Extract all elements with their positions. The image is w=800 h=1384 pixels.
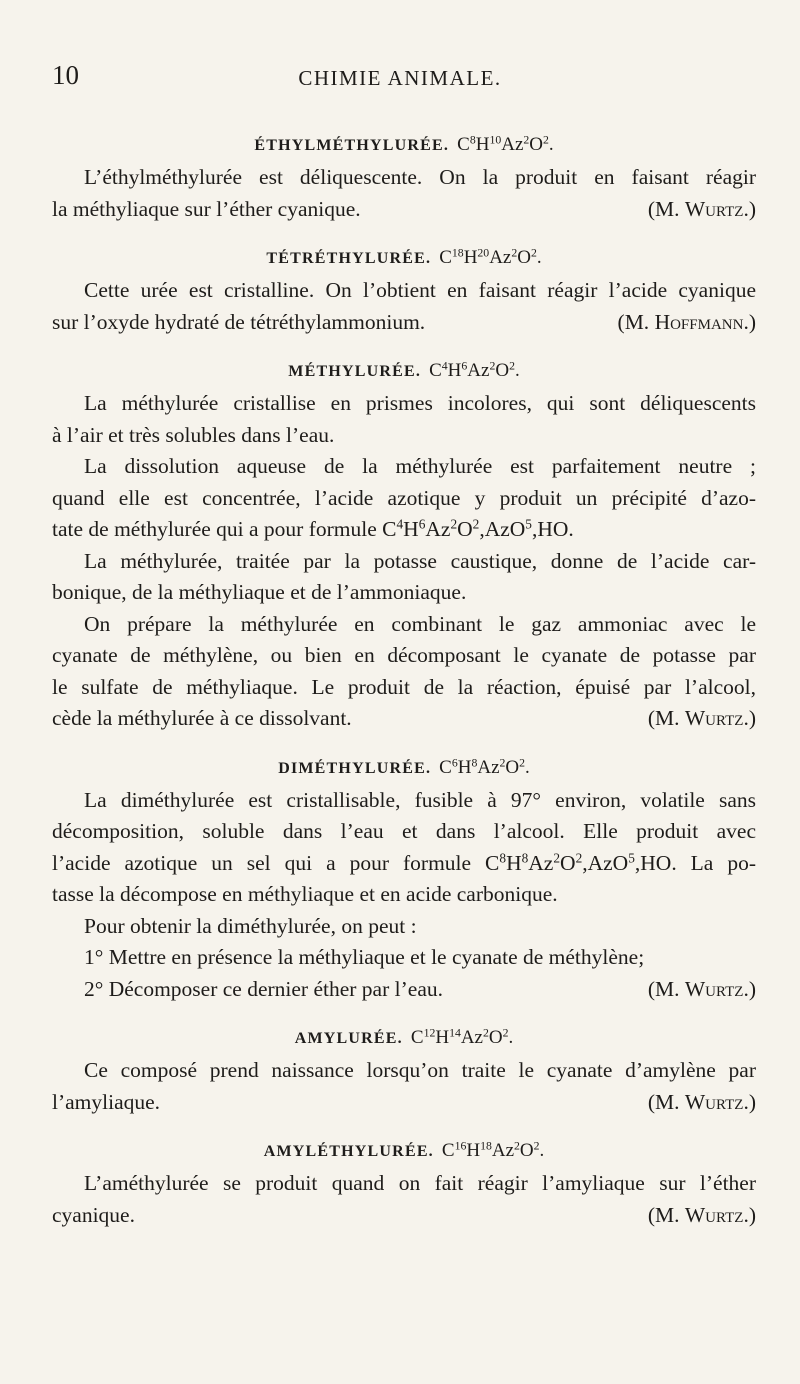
paragraph-line: quand elle est concentrée, l’acide azotique y produit un précipité d’azo- (52, 485, 756, 510)
section-formula: $C^4H^6Az^2O^2$. (429, 359, 520, 381)
paragraph-line: la méthyliaque sur l’éther cyanique. (M. Wurtz.) (52, 194, 756, 226)
section-ethylmethyluree (52, 128, 756, 225)
paragraph-line: l’amyliaque. (M. Wurtz.) (52, 1087, 756, 1119)
paragraph-line: tasse la décompose en méthyliaque et en acide carbonique. (52, 882, 558, 906)
page-header (52, 60, 748, 100)
citation: (M. Wurtz.) (647, 976, 756, 1001)
section-formula: $C^{18}H^{20}Az^2O^2$. (439, 246, 542, 268)
running-title: CHIMIE ANIMALE. (298, 66, 502, 90)
section-title (52, 1134, 756, 1168)
paragraph-line: sur l’oxyde hydraté de tétréthylammonium. (M. Hoffmann.) (52, 307, 756, 339)
section-heading: DIMÉTHYLURÉE. (278, 759, 432, 777)
section-amylethyluree (52, 1134, 756, 1231)
paragraph-line: 2° Décomposer ce dernier éther par l’eau. (M. Wurtz.) (52, 974, 756, 1006)
paragraph-line: La méthylurée, traitée par la potasse caustique, donne de l’acide car- (84, 548, 756, 573)
paragraph-line: Cette urée est cristalline. On l’obtient en faisant réagir l’acide cyanique (84, 278, 756, 302)
page-number: 10 (52, 60, 79, 90)
paragraph-line: On prépare la méthylurée en combinant le gaz ammoniac avec le (84, 611, 756, 636)
section-dimethyluree (52, 751, 756, 1006)
section-amyluree (52, 1021, 756, 1118)
section-heading: AMYLÉTHYLURÉE. (263, 1143, 434, 1160)
section-heading: AMYLURÉE. (294, 1030, 403, 1047)
paragraph-line: tate de méthylurée qui a pour formule $C^4H^6Az^2O^2,AzO^5,HO$. (52, 516, 574, 541)
paragraph-line: La dissolution aqueuse de la méthylurée est parfaitement neutre ; (84, 454, 756, 478)
page-body (52, 128, 756, 1231)
section-heading: TÉTRÉTHYLURÉE. (266, 250, 432, 267)
citation: (M. Wurtz.) (647, 1089, 756, 1114)
paragraph-line: cède la méthylurée à ce dissolvant. (M. Wurtz.) (52, 703, 756, 735)
section-title (52, 751, 756, 785)
paragraph-line: décomposition, soluble dans l’eau et dans l’alcool. Elle produit avec (52, 819, 756, 843)
section-formula: $C^8H^{10}Az^2O^2$. (457, 133, 554, 155)
paragraph-line: l’acide azotique un sel qui a pour formule $C^8H^8Az^2O^2,AzO^5,HO$. La po- (52, 850, 756, 875)
section-heading: ÉTHYLMÉTHYLURÉE. (254, 137, 450, 154)
section-tetrethyluree (52, 241, 756, 338)
paragraph-line: le sulfate de méthyliaque. Le produit de la réaction, épuisé par l’alcool, (52, 674, 756, 699)
paragraph-line: L’améthylurée se produit quand on fait réagir l’amyliaque sur l’éther (84, 1171, 756, 1195)
paragraph-line: Pour obtenir la diméthylurée, on peut : (84, 913, 417, 938)
section-formula: $C^{16}H^{18}Az^2O^2$. (441, 1139, 545, 1161)
paragraph-line: La diméthylurée est cristallisable, fusible à 97° environ, volatile sans (84, 787, 756, 812)
paragraph-line: L’éthylméthylurée est déliquescente. On la produit en faisant réagir (84, 165, 756, 189)
section-formula: $C^6H^8Az^2O^2$. (439, 756, 530, 778)
section-title (52, 241, 756, 275)
paragraph-line: La méthylurée cristallise en prismes incolores, qui sont déliquescents (84, 391, 756, 415)
citation: (M. Wurtz.) (647, 1202, 756, 1227)
citation: (M. Wurtz.) (647, 706, 756, 730)
paragraph-line: Ce composé prend naissance lorsqu’on traite le cyanate d’amylène par (84, 1058, 756, 1082)
citation: (M. Hoffmann.) (617, 309, 756, 334)
section-title (52, 128, 756, 162)
section-title (52, 1021, 756, 1055)
section-heading: MÉTHYLURÉE. (288, 363, 422, 380)
paragraph-line: bonique, de la méthyliaque et de l’ammoniaque. (52, 580, 467, 604)
section-title (52, 354, 756, 388)
paragraph-line: à l’air et très solubles dans l’eau. (52, 422, 335, 447)
citation: (M. Wurtz.) (647, 196, 756, 221)
paragraph-line: cyanate de méthylène, ou bien en décomposant le cyanate de potasse par (52, 643, 756, 667)
paragraph-line: cyanique. (M. Wurtz.) (52, 1200, 756, 1232)
section-formula: $C^{12}H^{14}Az^2O^2$. (410, 1026, 514, 1048)
paragraph-line: 1° Mettre en présence la méthyliaque et le cyanate de méthylène; (84, 945, 645, 969)
section-methyluree (52, 354, 756, 735)
